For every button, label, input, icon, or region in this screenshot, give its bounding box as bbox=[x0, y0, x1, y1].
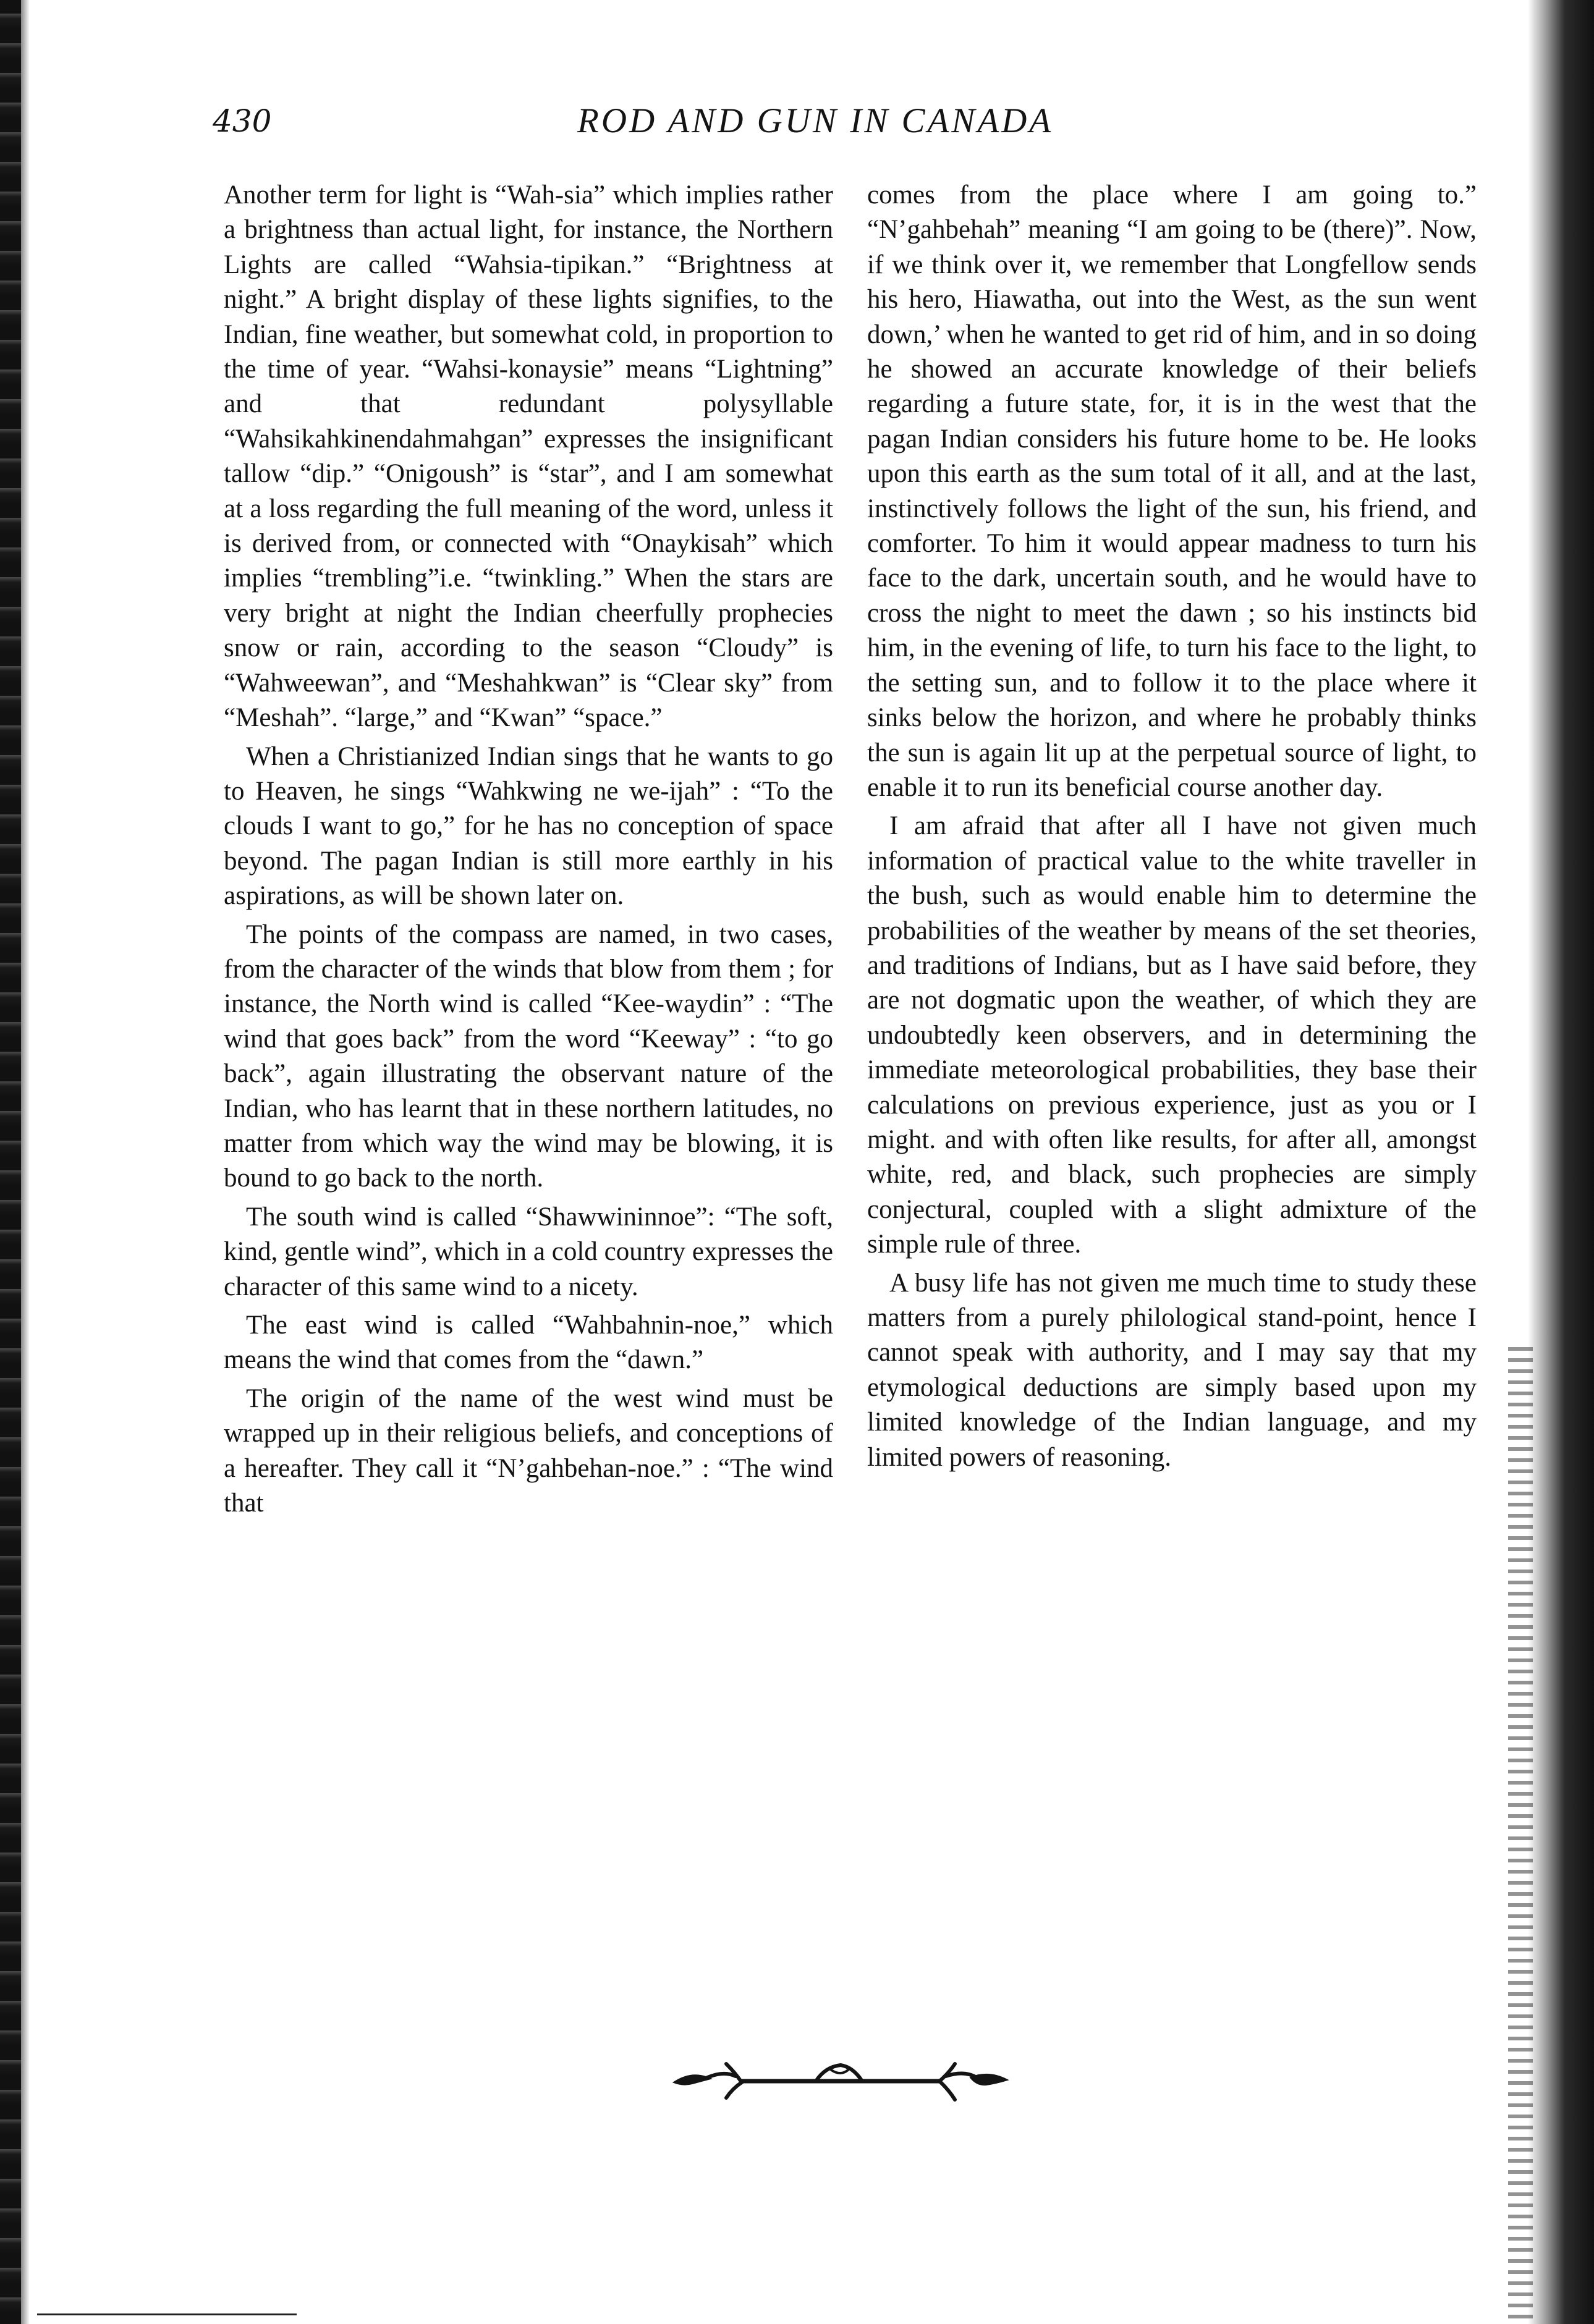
left-column bbox=[224, 178, 833, 1524]
paragraph: comes from the place where I am going to.” “N’gahbehah” meaning “I am going to be (there)”. Now, if we think over it, we remember that Longfellow sends his hero, Hiawatha, out into the West, as the sun went down,’ when he wanted to get rid of him, and in so doing he showed an accurate knowledge of their beliefs regarding a future state, for, it is in the west that the pagan Indian considers his future home to be. He looks upon this earth as the sum total of it all, and at the last, instinctively follows the light of the sun, his friend, and comforter. To him it would appear madness to turn his face to the dark, uncertain south, and he would have to cross the night to meet the dawn ; so his instincts bid him, in the evening of life, to turn his face to the light, to the setting sun, and to follow it to the place where it sinks below the horizon, and where he probably thinks the sun is again lit up at the perpetual source of light, to enable it to run its beneficial course another day. bbox=[867, 180, 1477, 802]
page-header bbox=[213, 103, 1127, 152]
running-head: ROD AND GUN IN CANADA bbox=[577, 101, 1054, 140]
floral-tailpiece-ornament-icon bbox=[668, 2051, 1014, 2107]
paragraph: When a Christianized Indian sings that he wants to go to Heaven, he sings “Wahkwing ne we-ijah” : “To the clouds I want to go,” for he has no conception of space beyond. The pagan Indian is still more earthly in his aspirations, as will be shown later on. bbox=[224, 742, 833, 911]
paragraph: The origin of the name of the west wind must be wrapped up in their religious beliefs, and conceptions of a hereafter. They call it “N’gahbehan-noe.” : “The wind that bbox=[224, 1384, 833, 1518]
page-edge-shadow bbox=[1528, 0, 1594, 2324]
page-number: 430 bbox=[213, 103, 272, 139]
paragraph: A busy life has not given me much time to study these matters from a purely philological stand-point, hence I cannot speak with authority, and I may say that my etymological deductions are simply based upon my limited knowledge of the Indian language, and my limited powers of reasoning. bbox=[867, 1268, 1477, 1472]
paragraph: The south wind is called “Shawwininnoe”: “The soft, kind, gentle wind”, which in a cold country expresses the character of this same wind to a nicety. bbox=[224, 1202, 833, 1301]
bottom-rule bbox=[37, 2313, 297, 2315]
right-column bbox=[867, 178, 1477, 1479]
paragraph: The east wind is called “Wahbahnin-noe,” which means the wind that comes from the “dawn.” bbox=[224, 1311, 833, 1375]
paragraph: I am afraid that after all I have not given much information of practical value to the white traveller in the bush, such as would enable him to determine the probabilities of the weather by means of the set theories, and traditions of Indians, but as I have said before, they are not dogmatic upon the weather, of which they are undoubtedly keen observers, and in determining the immediate meteorological probabilities, they base their calculations on previous experience, just as you or I might. and with often like results, for after all, amongst white, red, and black, such prophecies are simply conjectural, coupled with a slight admixture of the simple rule of three. bbox=[867, 811, 1477, 1259]
page-edge-speckle bbox=[1508, 1347, 1533, 2323]
binding-shadow bbox=[21, 0, 30, 2324]
paragraph: The points of the compass are named, in two cases, from the character of the winds that blow from them ; for instance, the North wind is called “Kee-waydin” : “The wind that goes back” from the word “Keeway” : “to go back”, again illustrating the observant nature of the Indian, who has learnt that in these northern latitudes, no matter from which way the wind may be blowing, it is bound to go back to the north. bbox=[224, 919, 833, 1193]
paragraph: Another term for light is “Wah-sia” which implies rather a brightness than actual light, for instance, the Northern Lights are called “Wahsia-tipikan.” “Brightness at night.” A bright display of these lights signifies, to the Indian, fine weather, but somewhat cold, in proportion to the time of year. “Wahsi-konaysie” means “Lightning” and that redundant polysyllable “Wahsikahkinendahmahgan” expresses the insignificant tallow “dip.” “Onigoush” is “star”, and I am somewhat at a loss regarding the full meaning of the word, unless it is derived from, or connected with “Onaykisah” which implies “trembling”i.e. “twinkling.” When the stars are very bright at night the Indian cheerfully prophecies snow or rain, according to the season “Cloudy” is “Wahweewan”, and “Meshahkwan” is “Clear sky” from “Meshah”. “large,” and “Kwan” “space.” bbox=[224, 180, 833, 733]
binding-edge bbox=[0, 0, 21, 2324]
